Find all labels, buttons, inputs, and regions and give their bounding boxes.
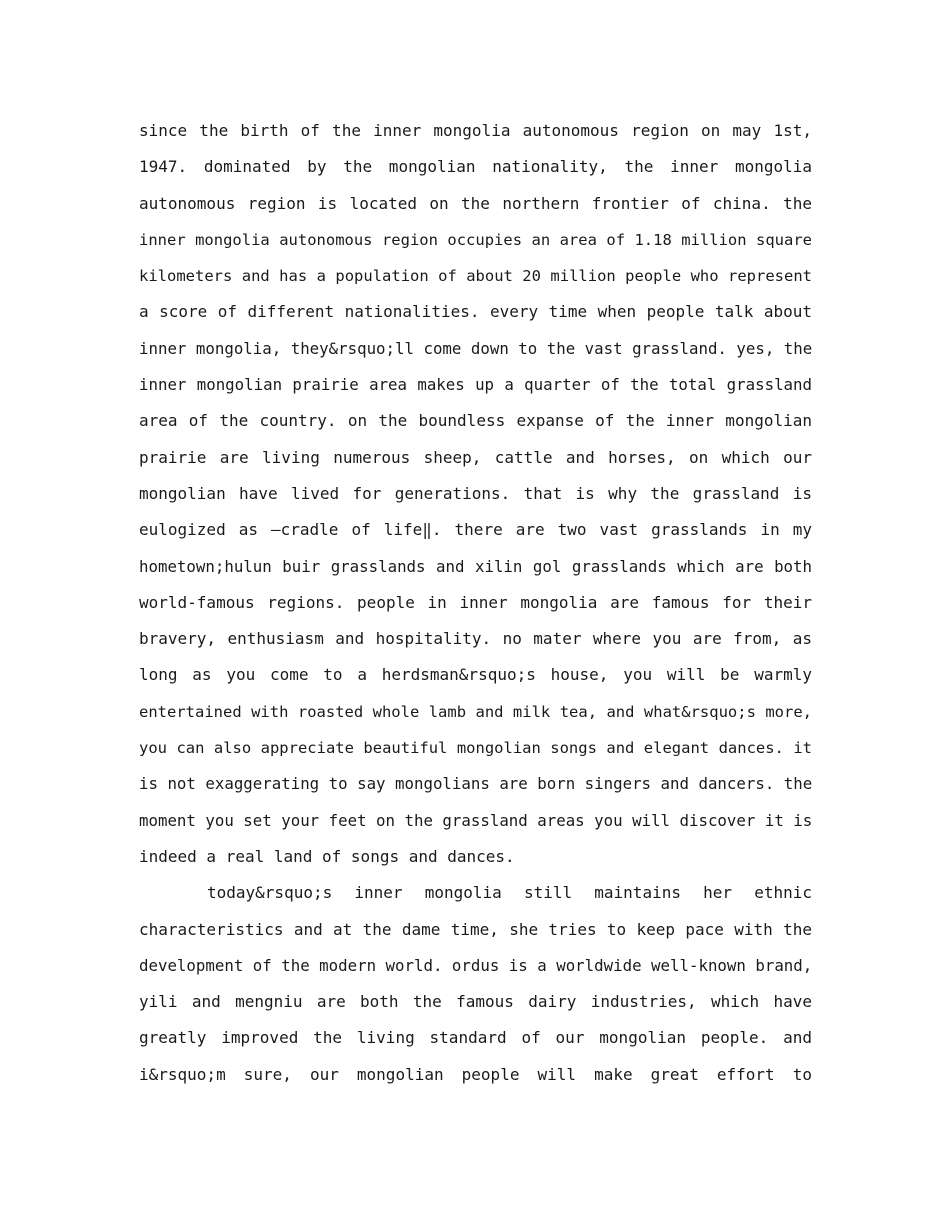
text-line: you can also appreciate beautiful mongolian songs and elegant dances. it — [139, 739, 812, 758]
text-line: greatly improved the living standard of our mongolian people. and — [139, 1028, 812, 1048]
text-line: since the birth of the inner mongolia autonomous region on may 1st, — [139, 121, 812, 140]
text-line: world-famous regions. people in inner mongolia are famous for their — [139, 592, 812, 612]
text-line: autonomous region is located on the northern frontier of china. the — [139, 193, 812, 213]
text-line: long as you come to a herdsman&rsquo;s house, you will be warmly — [139, 665, 812, 685]
text-line: inner mongolian prairie area makes up a quarter of the total grassland — [139, 375, 812, 395]
text-line-indented: today&rsquo;s inner mongolia still maintains her ethnic — [207, 883, 812, 903]
text-line: i&rsquo;m sure, our mongolian people will make great effort to — [139, 1064, 812, 1084]
text-line-last: indeed a real land of songs and dances. — [139, 846, 515, 866]
paragraph-1 — [139, 113, 812, 875]
document-body — [139, 113, 812, 1093]
text-line: a score of different nationalities. every time when people talk about — [139, 302, 812, 322]
paragraph-2 — [139, 875, 812, 1093]
text-line: inner mongolia, they&rsquo;ll come down to the vast grassland. yes, the — [139, 338, 812, 358]
text-line: mongolian have lived for generations. that is why the grassland is — [139, 483, 812, 503]
text-line: area of the country. on the boundless expanse of the inner mongolian — [139, 411, 812, 431]
text-line: prairie are living numerous sheep, cattle and horses, on which our — [139, 447, 812, 467]
text-line: hometown;hulun buir grasslands and xilin gol grasslands which are both — [139, 556, 812, 576]
text-line: development of the modern world. ordus is a worldwide well-known brand, — [139, 955, 812, 975]
text-line: inner mongolia autonomous region occupies an area of 1.18 million square — [139, 230, 812, 249]
text-line: is not exaggerating to say mongolians are born singers and dancers. the — [139, 774, 812, 794]
text-line: entertained with roasted whole lamb and milk tea, and what&rsquo;s more, — [139, 702, 812, 721]
text-line: moment you set your feet on the grassland areas you will discover it is — [139, 810, 812, 830]
text-line: 1947. dominated by the mongolian nationality, the inner mongolia — [139, 157, 812, 177]
text-line: eulogized as —cradle of life‖. there are two vast grasslands in my — [139, 520, 812, 540]
text-line: bravery, enthusiasm and hospitality. no mater where you are from, as — [139, 629, 812, 649]
text-line: kilometers and has a population of about 20 million people who represent — [139, 267, 812, 286]
text-line: yili and mengniu are both the famous dairy industries, which have — [139, 992, 812, 1012]
text-line: characteristics and at the dame time, she tries to keep pace with the — [139, 919, 812, 939]
